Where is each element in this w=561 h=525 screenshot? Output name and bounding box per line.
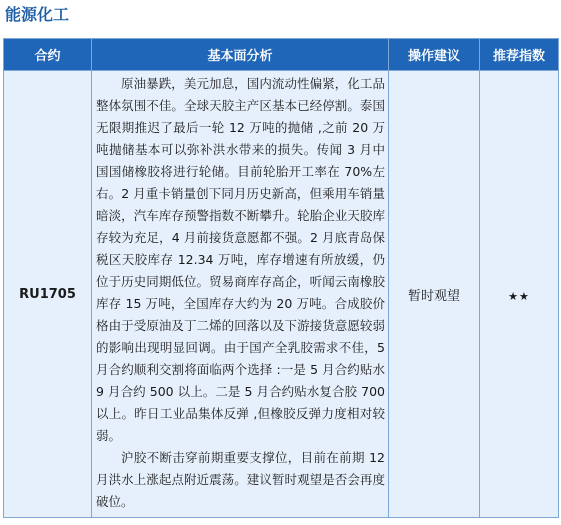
table-header-row — [4, 39, 559, 71]
futures-analysis-table — [3, 38, 559, 518]
rating-stars-icon: ★★ — [508, 289, 530, 303]
rating-cell — [480, 71, 559, 518]
analysis-paragraph-2: 沪胶不断击穿前期重要支撑位，目前在前期 12 月洪水上涨起点附近震荡。建议暂时观望是否会再度破位。 — [96, 450, 385, 509]
header-contract: 合约 — [4, 39, 92, 71]
table-row — [4, 71, 559, 518]
section-title: 能源化工 — [5, 5, 70, 24]
analysis-paragraph-1: 原油暴跌，美元加息，国内流动性偏紧，化工品整体氛围不佳。全球天胶主产区基本已经停割。泰国无限期推迟了最后一轮 12 万吨的抛储 ,之前 20 万吨抛储基本可以弥补洪水带来的损失。传闻 3 月中国国储橡胶将进行轮储。目前轮胎开工率在 70%左右。2 月重卡销量创下同月历史新高，但乘用车销量暗淡，汽车库存预警指数不断攀升。轮胎企业天胶库存较为充足，4 月前接货意愿都不强。2 月底青岛保税区天胶库存 12.34 万吨，库存增速有所放缓，仍位于历史同期低位。贸易商库存高企，听闻云南橡胶库存 15 万吨，全国库存大约为 20 万吨。合成胶价格由于受原油及丁二烯的回落以及下游接货意愿较弱的影响出现明显回调。由于国产全乳胶需求不佳，5 月合约顺利交割将面临两个选择 :一是 5 月合约贴水 9 月合约 500 以上。二是 5 月合约贴水复合胶 700 以上。昨日工业品集体反弹 ,但橡胶反弹力度相对较弱。 — [96, 76, 385, 443]
contract-code: RU1705 — [4, 71, 92, 518]
header-analysis: 基本面分析 — [92, 39, 389, 71]
analysis-cell — [92, 71, 389, 518]
header-rating: 推荐指数 — [480, 39, 559, 71]
suggestion-cell: 暂时观望 — [389, 71, 480, 518]
header-suggestion: 操作建议 — [389, 39, 480, 71]
